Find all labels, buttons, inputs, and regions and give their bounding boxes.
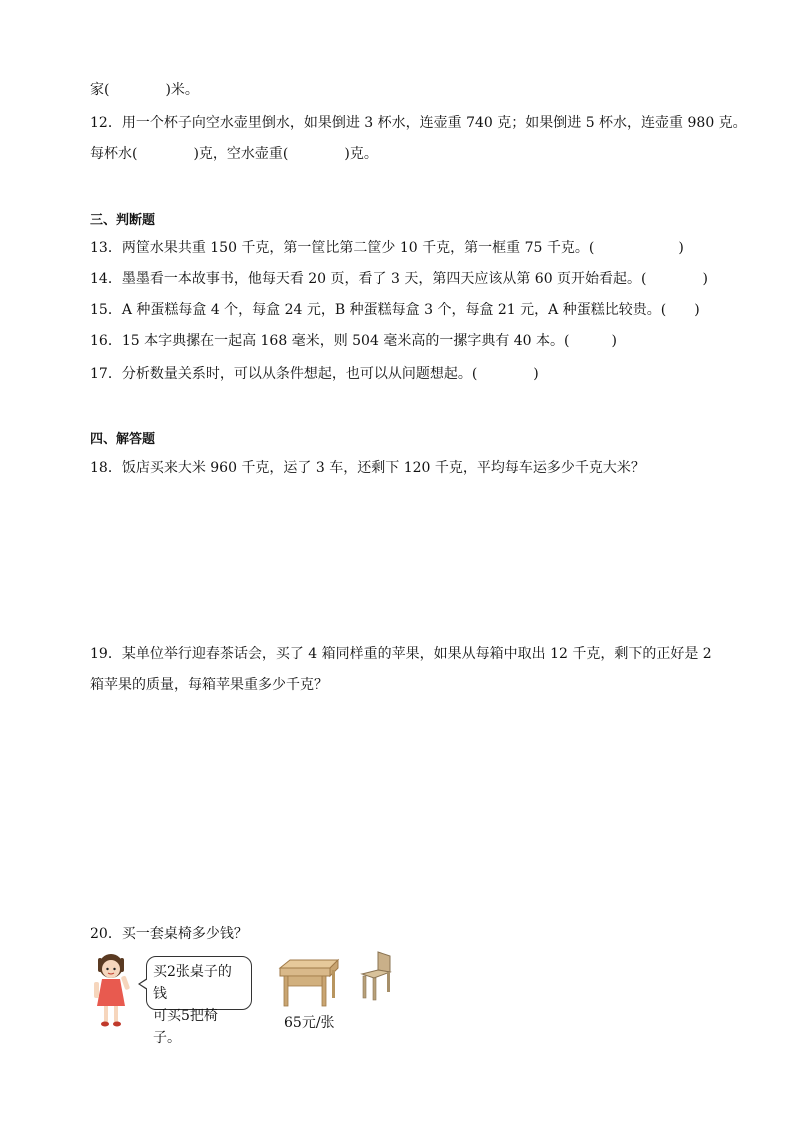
answer-blank-kettle[interactable]	[288, 144, 344, 164]
question-19-line2: 箱苹果的质量，每箱苹果重多少千克？	[90, 677, 328, 693]
question-19-line1: 19．某单位举行迎春茶话会，买了 4 箱同样重的苹果，如果从每箱中取出 12 千克，剩下的正好是 2	[90, 646, 712, 662]
judgment-blank[interactable]	[477, 364, 533, 384]
bubble-line-1: 买2张桌子的钱	[153, 964, 232, 1002]
judgment-14: 14．墨墨看一本故事书，他每天看 20 页，看了 3 天，第四天应该从第 60 页开始看起。( )	[90, 271, 708, 287]
chair-icon	[356, 950, 396, 1002]
section-3-title: 三、判断题	[90, 213, 156, 228]
question-20: 20．买一套桌椅多少钱？	[90, 926, 248, 942]
judgment-blank[interactable]	[666, 300, 694, 320]
judgment-blank[interactable]	[647, 269, 703, 289]
answer-blank[interactable]	[109, 80, 165, 100]
section-4-title: 四、解答题	[90, 432, 156, 447]
judgment-17: 17．分析数量关系时，可以从条件想起，也可以从问题想起。( )	[90, 366, 539, 382]
judgment-13: 13．两筐水果共重 150 千克，第一筐比第二筐少 10 千克，第一框重 75 千克。( )	[90, 240, 684, 256]
bubble-tail-inner	[140, 979, 148, 989]
desk-icon	[276, 958, 340, 1008]
question-12-line2: 每杯水( )克，空水壶重( )克。	[90, 146, 378, 162]
judgment-blank[interactable]	[594, 238, 678, 258]
question-12-line1: 12．用一个杯子向空水壶里倒水，如果倒进 3 杯水，连壶重 740 克；如果倒进 5 杯水，连壶重 980 克。	[90, 115, 747, 131]
judgment-15: 15．A 种蛋糕每盒 4 个，每盒 24 元，B 种蛋糕每盒 3 个，每盒 21 元，A 种蛋糕比较贵。( )	[90, 302, 700, 318]
bubble-line-2: 可买5把椅子。	[153, 1008, 218, 1046]
speech-bubble	[146, 956, 252, 1046]
answer-blank-cup[interactable]	[137, 144, 193, 164]
judgment-16: 16．15 本字典摞在一起高 168 毫米，则 504 毫米高的一摞字典有 40 本。( )	[90, 333, 617, 349]
q11-tail: 家( )米。	[90, 82, 199, 98]
question-18: 18．饭店买来大米 960 千克，运了 3 车，还剩下 120 千克，平均每车运多少千克大米？	[90, 460, 645, 476]
judgment-blank[interactable]	[570, 331, 612, 351]
girl-illustration	[88, 952, 134, 1030]
desk-price: 65元/张	[284, 1015, 335, 1031]
